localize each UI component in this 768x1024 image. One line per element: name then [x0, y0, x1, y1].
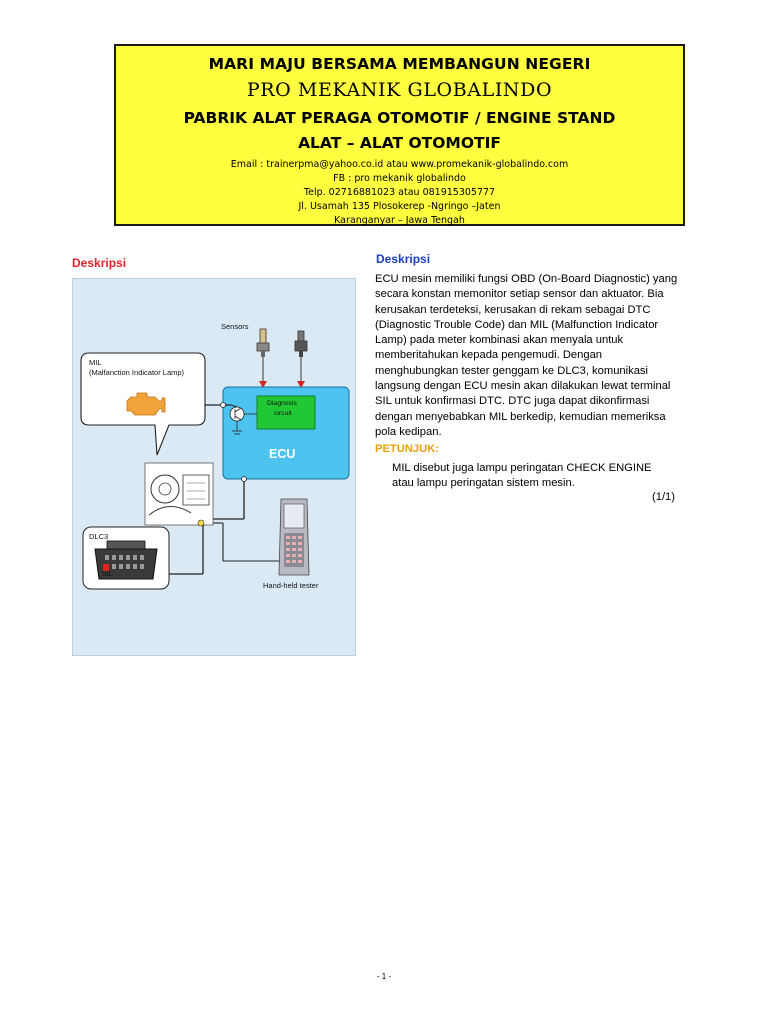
left-heading: Deskripsi [72, 256, 127, 270]
sensor-icon-left [257, 329, 269, 388]
obd-diagram [72, 278, 356, 656]
right-heading: Deskripsi [376, 252, 431, 266]
sensors-label: Sensors [221, 322, 249, 331]
hint-heading: PETUNJUK: [375, 443, 440, 455]
circuit-label: circuit [274, 410, 292, 417]
hand-held-tester-icon [279, 499, 309, 575]
diagnosis-label: Diagnosis [267, 400, 297, 407]
slide-pager: (1/1) [652, 491, 676, 503]
sensor-icon-right [295, 331, 307, 388]
ecu-label: ECU [269, 447, 296, 461]
banner-phone: Telp. 02716881023 atau 081915305777 [303, 187, 496, 198]
dlc3-label: DLC3 [89, 532, 109, 541]
page-number: - 1 - [376, 972, 392, 981]
banner-address-2: Karanganyar – Jawa Tengah [334, 215, 465, 226]
description-paragraph: ECU mesin memiliki fungsi OBD (On-Board Diagnostic) yang secara konstan memonitor setiap sensor dan aktuator. Bia kerusakan terdeteksi, kerusakan di rekam sebagai DTC (Diagnostic Trouble Code) dan MIL (Malfunction Indicator Lamp) pada meter kombinasi akan menyala untuk memberitahukan kepada pengemudi. Dengan menghubungkan tester genggam ke DLC3, komunikasi langsung dengan ECU mesin akan dilakukan lewat terminal SIL untuk konfirmasi DTC. DTC juga dapat dikonfirmasi dengan menyebabkan MIL berkedip, kemudian memeriksa pola kedipan. [375, 273, 678, 438]
sil-label: SIL [102, 571, 113, 578]
description-text [375, 272, 685, 440]
diagram-graphic [73, 279, 356, 656]
banner-products-2: ALAT – ALAT OTOMOTIF [298, 134, 501, 152]
tester-label: Hand-held tester [263, 581, 319, 590]
header-banner [114, 44, 685, 226]
banner-motto: MARI MAJU BERSAMA MEMBANGUN NEGERI [208, 55, 591, 73]
banner-address-1: Jl. Usamah 135 Plosokerep -Ngringo –Jaten [298, 201, 501, 212]
hint-text: MIL disebut juga lampu peringatan CHECK ENGINE atau lampu peringatan sistem mesin. [392, 462, 652, 490]
mil-label-full: (Malfanction Indicator Lamp) [89, 368, 185, 377]
banner-facebook: FB : pro mekanik globalindo [333, 173, 466, 184]
mil-label: MIL [89, 358, 102, 367]
banner-products-1: PABRIK ALAT PERAGA OTOMOTIF / ENGINE STAND [183, 109, 616, 127]
banner-email: Email : trainerpma@yahoo.co.id atau www.promekanik-globalindo.com [230, 159, 569, 170]
banner-company: PRO MEKANIK GLOBALINDO [246, 79, 553, 101]
